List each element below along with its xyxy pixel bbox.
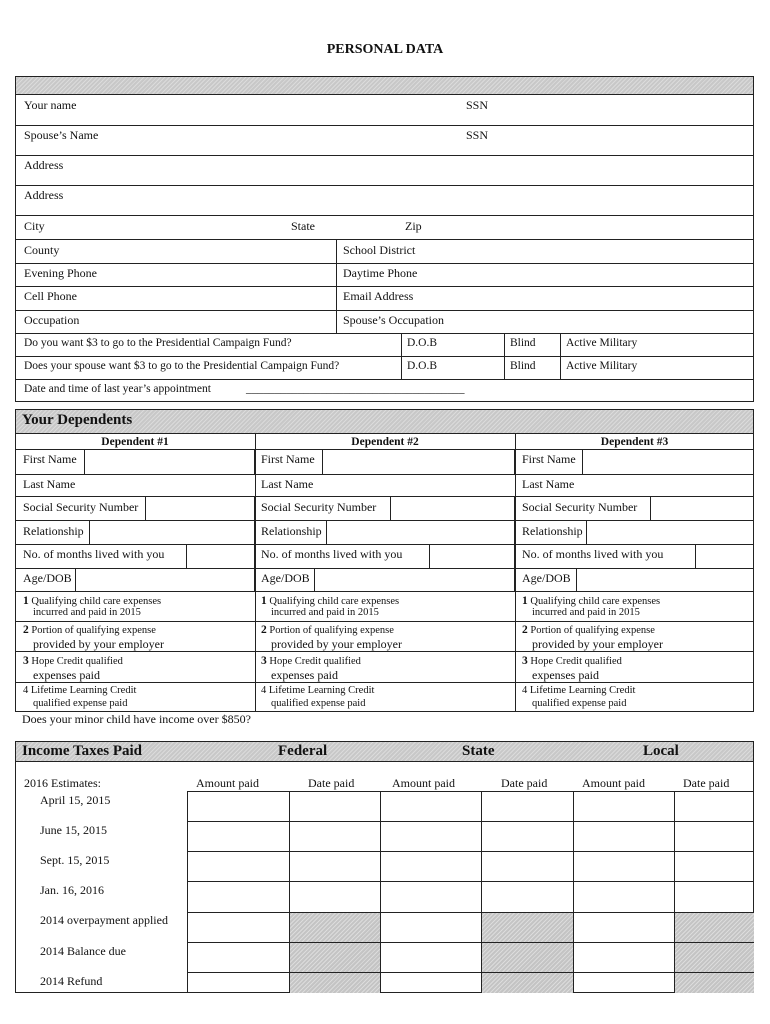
dep1-months-input[interactable] bbox=[186, 544, 255, 569]
dep3-age-label: Age/DOB bbox=[522, 571, 571, 585]
dep2-q3-number: 3 bbox=[261, 655, 267, 667]
dep1-first-name-label: First Name bbox=[23, 452, 77, 466]
dep2-relationship-label: Relationship bbox=[261, 524, 322, 538]
federal-date-header: Date paid bbox=[308, 776, 355, 790]
dep3-q2-text: Portion of qualifying expense bbox=[530, 625, 655, 636]
dep3-first-name-label: First Name bbox=[522, 452, 576, 466]
spouse-occupation-label: Spouse’s Occupation bbox=[343, 313, 444, 327]
spouse-campaign-fund-question: Does your spouse want $3 to go to the Presidential Campaign Fund? bbox=[24, 360, 340, 372]
dep1-relationship-label: Relationship bbox=[23, 524, 84, 538]
dep2-last-name-label: Last Name bbox=[261, 477, 314, 491]
dep2-q3-text-2: expenses paid bbox=[271, 668, 338, 682]
dep2-months-input[interactable] bbox=[429, 544, 515, 569]
dep2-age-label: Age/DOB bbox=[261, 571, 310, 585]
dep3-q1-text-2: incurred and paid in 2015 bbox=[532, 607, 640, 618]
active-military-label: Active Military bbox=[566, 337, 638, 349]
last-appointment-label: Date and time of last year’s appointment bbox=[24, 383, 211, 395]
dep2-q1-text: Qualifying child care expenses bbox=[269, 596, 400, 607]
occupation-label: Occupation bbox=[24, 313, 80, 327]
tax-row-label: Jan. 16, 2016 bbox=[40, 883, 104, 897]
cell-phone-label: Cell Phone bbox=[24, 289, 77, 303]
tax-row-label: 2014 overpayment applied bbox=[40, 913, 168, 927]
federal-amount-header: Amount paid bbox=[196, 776, 259, 790]
local-date-shaded bbox=[674, 912, 754, 993]
your-name-label: Your name bbox=[24, 98, 77, 112]
tax-row-label: June 15, 2015 bbox=[40, 823, 107, 837]
dep1-age-input[interactable] bbox=[75, 568, 255, 592]
dep3-q1-number: 1 bbox=[522, 595, 528, 607]
daytime-phone-label: Daytime Phone bbox=[343, 266, 418, 280]
spouse-blind-label: Blind bbox=[510, 360, 536, 372]
dep1-q4-text: 4 Lifetime Learning Credit bbox=[23, 685, 137, 696]
dep3-age-input[interactable] bbox=[576, 568, 754, 592]
dep3-ssn-input[interactable] bbox=[650, 496, 754, 521]
dependent-3-header: Dependent #3 bbox=[600, 436, 669, 448]
dep1-first-name-input[interactable] bbox=[84, 449, 255, 475]
dep3-relationship-label: Relationship bbox=[522, 524, 583, 538]
spouse-name-label: Spouse’s Name bbox=[24, 128, 99, 142]
dep1-months-label: No. of months lived with you bbox=[23, 547, 165, 561]
dep2-q4-text-2: qualified expense paid bbox=[271, 698, 366, 709]
dep1-q3-text-2: expenses paid bbox=[33, 668, 100, 682]
address-label-2: Address bbox=[24, 188, 64, 202]
zip-label: Zip bbox=[405, 219, 422, 233]
estimates-label: 2016 Estimates: bbox=[24, 776, 101, 790]
dep2-first-name-input[interactable] bbox=[322, 449, 515, 475]
tax-row-label: April 15, 2015 bbox=[40, 793, 111, 807]
state-date-header: Date paid bbox=[501, 776, 548, 790]
email-label: Email Address bbox=[343, 289, 414, 303]
local-amount-header: Amount paid bbox=[582, 776, 645, 790]
federal-header: Federal bbox=[278, 743, 328, 759]
tax-row-label: Sept. 15, 2015 bbox=[40, 853, 110, 867]
dep1-q2-text: Portion of qualifying expense bbox=[31, 625, 156, 636]
federal-date-shaded bbox=[289, 912, 380, 993]
dep3-q3-text-2: expenses paid bbox=[532, 668, 599, 682]
campaign-fund-question: Do you want $3 to go to the Presidential Campaign Fund? bbox=[24, 337, 292, 349]
dep2-ssn-input[interactable] bbox=[390, 496, 515, 521]
dep1-q3-number: 3 bbox=[23, 655, 29, 667]
blind-label: Blind bbox=[510, 337, 536, 349]
state-amount-header: Amount paid bbox=[392, 776, 455, 790]
dep3-last-name-label: Last Name bbox=[522, 477, 575, 491]
evening-phone-label: Evening Phone bbox=[24, 266, 97, 280]
local-header: Local bbox=[643, 743, 679, 759]
dep1-ssn-label: Social Security Number bbox=[23, 500, 139, 514]
dep3-q4-text-2: qualified expense paid bbox=[532, 698, 627, 709]
dep2-q1-text-2: incurred and paid in 2015 bbox=[271, 607, 379, 618]
city-label: City bbox=[24, 219, 45, 233]
dep1-q2-text-2: provided by your employer bbox=[33, 637, 164, 651]
dep2-ssn-label: Social Security Number bbox=[261, 500, 377, 514]
dep3-months-label: No. of months lived with you bbox=[522, 547, 664, 561]
dep3-relationship-input[interactable] bbox=[586, 520, 754, 545]
dependents-header: Your Dependents bbox=[22, 412, 133, 428]
dep1-relationship-input[interactable] bbox=[89, 520, 255, 545]
dep3-first-name-input[interactable] bbox=[582, 449, 754, 475]
dep1-age-label: Age/DOB bbox=[23, 571, 72, 585]
state-label: State bbox=[291, 219, 315, 233]
personal-header-bar bbox=[15, 76, 754, 95]
dob-label: D.O.B bbox=[407, 337, 438, 349]
dep3-q3-number: 3 bbox=[522, 655, 528, 667]
page-title: PERSONAL DATA bbox=[326, 42, 444, 57]
dep1-q1-text: Qualifying child care expenses bbox=[31, 596, 162, 607]
minor-income-question: Does your minor child have income over $850? bbox=[22, 712, 251, 726]
dep2-q1-number: 1 bbox=[261, 595, 267, 607]
dependent-2-header: Dependent #2 bbox=[351, 436, 419, 448]
dep2-q2-text-2: provided by your employer bbox=[271, 637, 402, 651]
tax-row-label: 2014 Balance due bbox=[40, 944, 126, 958]
dep2-q4-text: 4 Lifetime Learning Credit bbox=[261, 685, 375, 696]
dep3-q2-text-2: provided by your employer bbox=[532, 637, 663, 651]
taxes-table bbox=[15, 761, 754, 993]
spouse-ssn-label: SSN bbox=[466, 128, 489, 142]
dep2-months-label: No. of months lived with you bbox=[261, 547, 403, 561]
dep2-q3-text: Hope Credit qualified bbox=[269, 656, 361, 667]
state-date-shaded bbox=[481, 912, 573, 993]
dep1-q4-text-2: qualified expense paid bbox=[33, 698, 128, 709]
dependent-1-header: Dependent #1 bbox=[101, 436, 169, 448]
dep2-relationship-input[interactable] bbox=[326, 520, 515, 545]
dep3-q2-number: 2 bbox=[522, 624, 528, 636]
school-district-label: School District bbox=[343, 243, 416, 257]
state-tax-header: State bbox=[462, 743, 495, 759]
dep1-q1-text-2: incurred and paid in 2015 bbox=[33, 607, 141, 618]
spouse-dob-label: D.O.B bbox=[407, 360, 438, 372]
dep2-age-input[interactable] bbox=[314, 568, 515, 592]
dep1-q1-number: 1 bbox=[23, 595, 29, 607]
local-date-header: Date paid bbox=[683, 776, 730, 790]
dep2-q2-number: 2 bbox=[261, 624, 267, 636]
address-label: Address bbox=[24, 158, 64, 172]
dep3-months-input[interactable] bbox=[695, 544, 754, 569]
dep1-q2-number: 2 bbox=[23, 624, 29, 636]
dep3-ssn-label: Social Security Number bbox=[522, 500, 638, 514]
taxes-header: Income Taxes Paid bbox=[22, 743, 143, 759]
dep1-last-name-label: Last Name bbox=[23, 477, 76, 491]
dep1-ssn-input[interactable] bbox=[145, 496, 255, 521]
dep3-q3-text: Hope Credit qualified bbox=[530, 656, 622, 667]
dep2-first-name-label: First Name bbox=[261, 452, 315, 466]
dep3-q1-text: Qualifying child care expenses bbox=[530, 596, 661, 607]
dep1-q3-text: Hope Credit qualified bbox=[31, 656, 123, 667]
dep2-q2-text: Portion of qualifying expense bbox=[269, 625, 394, 636]
ssn-label: SSN bbox=[466, 98, 489, 112]
dep3-q4-text: 4 Lifetime Learning Credit bbox=[522, 685, 636, 696]
tax-row-label: 2014 Refund bbox=[40, 974, 103, 988]
last-appointment-blank[interactable]: ______________________________________ bbox=[246, 383, 465, 395]
spouse-active-military-label: Active Military bbox=[566, 360, 638, 372]
county-label: County bbox=[24, 243, 60, 257]
